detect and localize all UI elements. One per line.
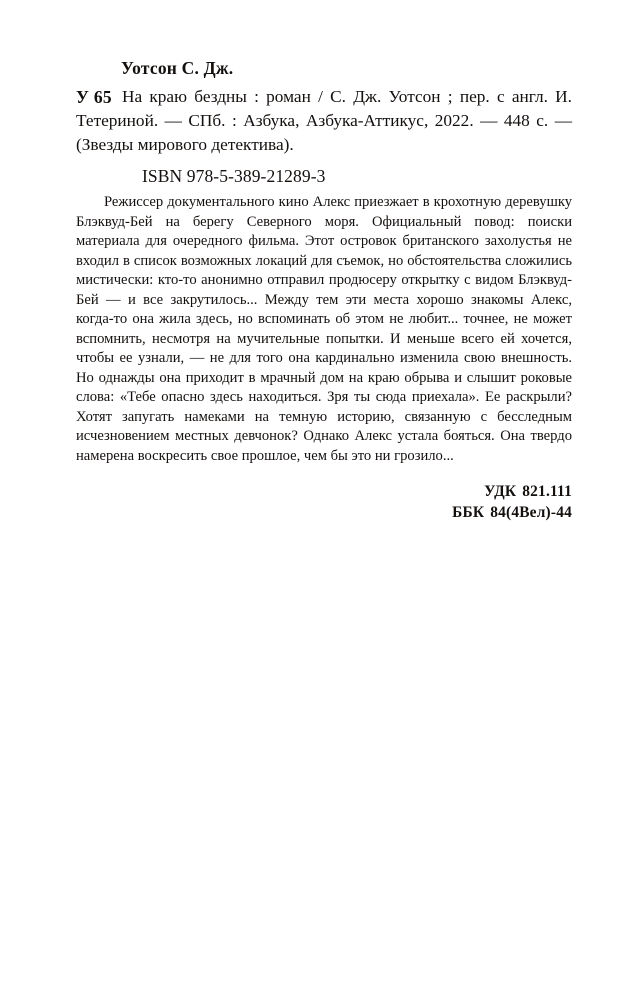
udk-label: УДК xyxy=(484,483,517,501)
bbk-value: 84(4Вел)-44 xyxy=(490,503,572,521)
udk-value: 821.111 xyxy=(522,483,572,501)
bibliographic-description: На краю бездны : роман / С. Дж. Уотсон ; пер. с англ. И. Тетериной. — СПб. : Азбука, Азбука-Аттикус, 2022. — 448 с. — (Звезды мирового детектива). xyxy=(76,86,572,155)
bbk-row xyxy=(76,503,572,523)
shelf-mark: У 65 xyxy=(76,86,112,107)
isbn: ISBN 978-5-389-21289-3 xyxy=(142,166,326,187)
annotation-text: Режиссер документального кино Алекс приезжает в крохотную деревушку Блэквуд-Бей на берегу Северного моря. Официальный повод: поиски материала для очередного фильма. Этот островок британского захолустья не входил в список возможных локаций для съемок, но обстоятельства сложились мистически: кто-то анонимно отправил продюсеру открытку с видом Блэквуд-Бей — и все закрутилось... Между тем эти места хорошо знакомы Алекс, когда-то она жила здесь, но вспоминать об этом не любит... точнее, не может вспомнить, несмотря на мучительные попытки. И меньше всего ей хочется, чтобы ее узнали, — не для того она кардинально изменила свою внешность. Но однажды она приходит в мрачный дом на краю обрыва и слышит роковые слова: «Тебе опасно здесь находиться. Зря ты сюда приехала». Ее раскрыли? Хотят запугать намеками на темную историю, связанную с бесследным исчезновением местных девчонок? Однако Алекс устала бояться. Она твердо намерена воскресить свое прошлое, чем бы это ни грозило... xyxy=(76,194,572,464)
bbk-label: ББК xyxy=(452,503,485,521)
udk-row xyxy=(76,482,572,502)
cip-block xyxy=(76,58,572,523)
shelf-mark-row xyxy=(76,85,572,158)
classification-block xyxy=(76,482,572,523)
author-heading: Уотсон С. Дж. xyxy=(121,58,234,78)
